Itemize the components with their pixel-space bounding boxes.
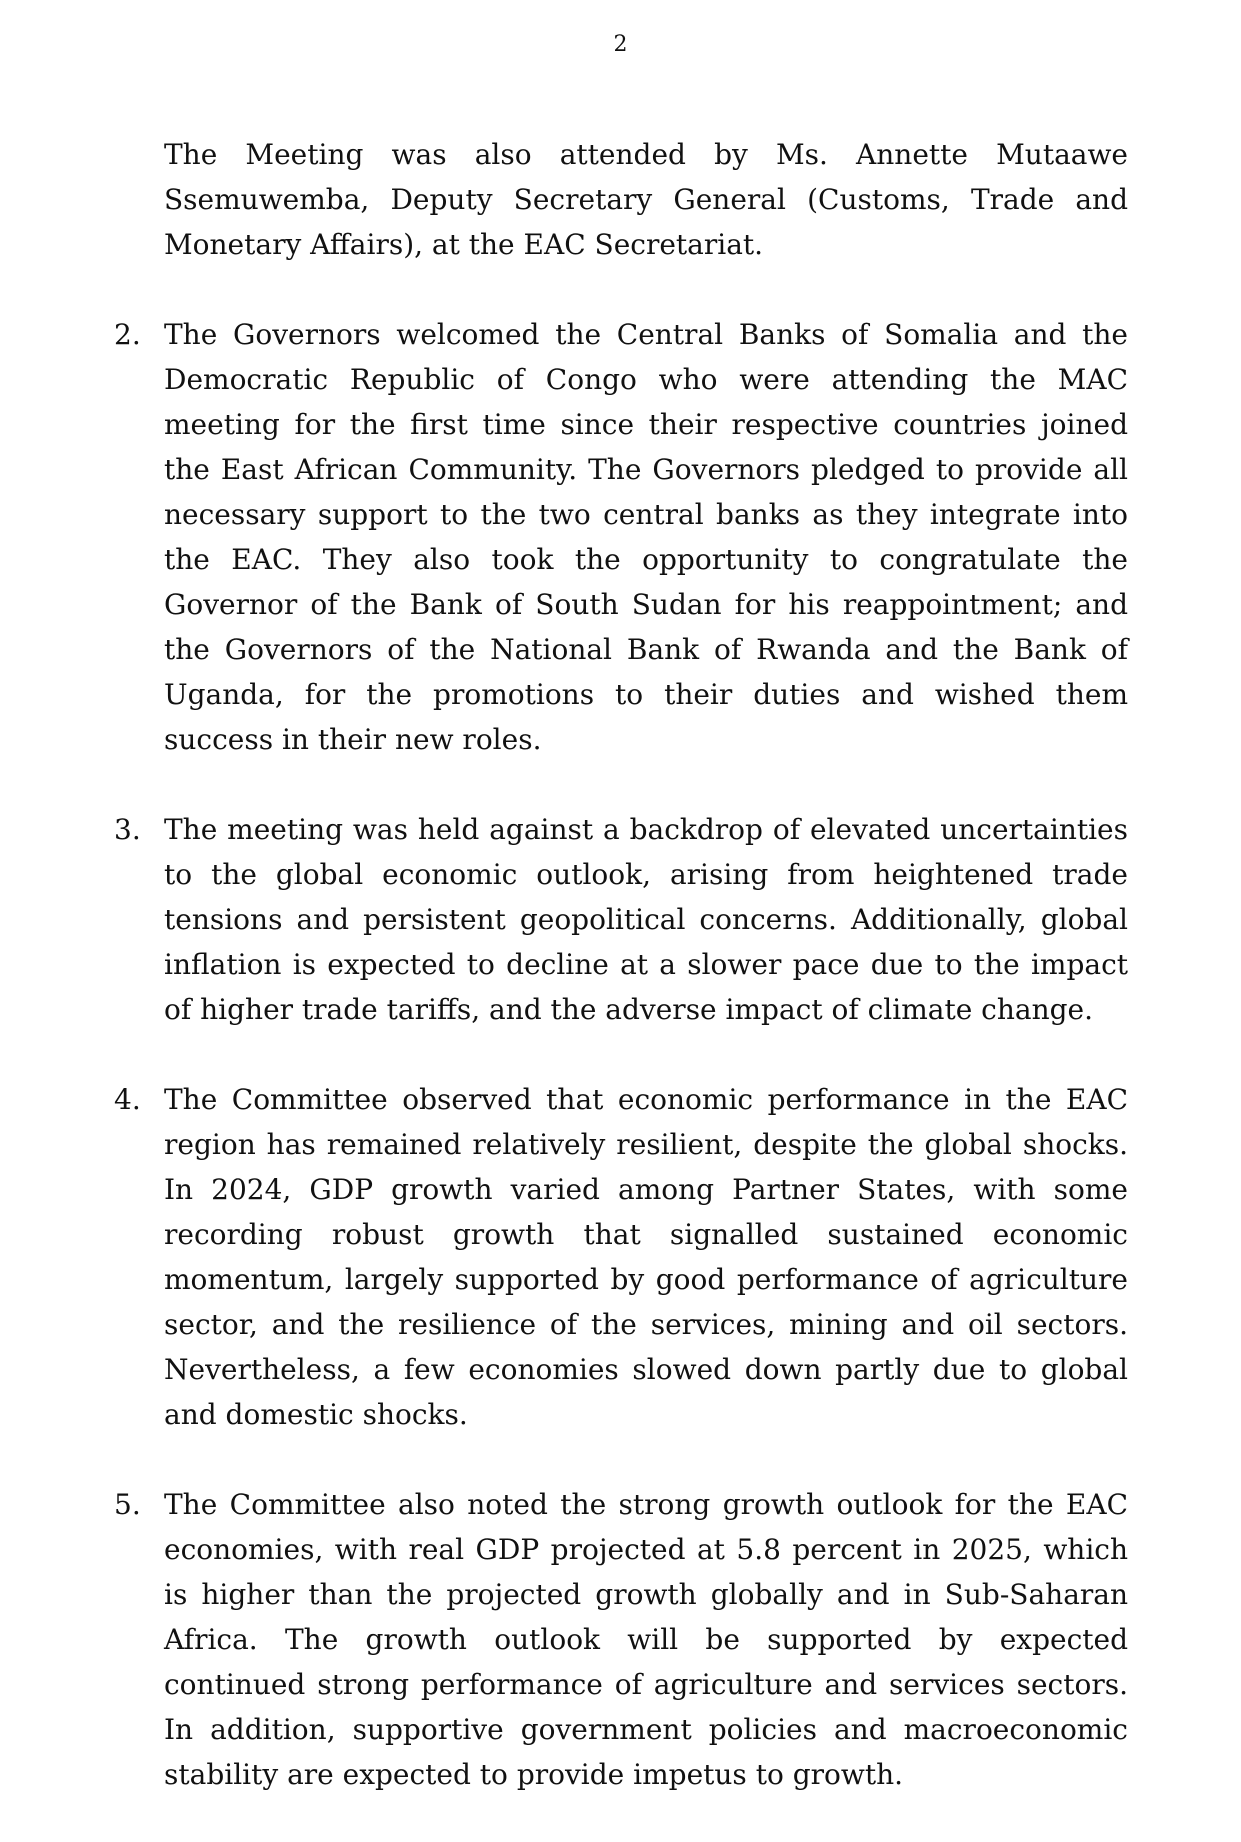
numbered-paragraph-4 <box>114 1077 1128 1437</box>
paragraph-number: 5. <box>114 1488 141 1521</box>
document-body <box>114 132 1128 1842</box>
numbered-paragraph-5 <box>114 1482 1128 1797</box>
paragraph-number: 2. <box>114 318 141 351</box>
paragraph-number: 4. <box>114 1083 141 1116</box>
paragraph-number: 3. <box>114 813 141 846</box>
paragraph-text: The meeting was held against a backdrop of elevated uncertainties to the global economic outlook, arising from heightened trade tensions and persistent geopolitical concerns. Additionally, global inflation is expected to decline at a slower pace due to the impact of higher trade tariffs, and the adverse impact of climate change. <box>164 813 1128 1026</box>
paragraph-text: The Governors welcomed the Central Banks of Somalia and the Democratic Republic of Congo who were attending the MAC meeting for the first time since their respective countries joined the East African Community. The Governors pledged to provide all necessary support to the two central banks as they integrate into the EAC. They also took the opportunity to congratulate the Governor of the Bank of South Sudan for his reappointment; and the Governors of the National Bank of Rwanda and the Bank of Uganda, for the promotions to their duties and wished them success in their new roles. <box>164 318 1128 756</box>
page-number: 2 <box>613 32 628 57</box>
paragraph-text: The Committee observed that economic performance in the EAC region has remained relatively resilient, despite the global shocks. In 2024, GDP growth varied among Partner States, with some recording robust growth that signalled sustained economic momentum, largely supported by good performance of agriculture sector, and the resilience of the services, mining and oil sectors. Nevertheless, a few economies slowed down partly due to global and domestic shocks. <box>164 1083 1128 1431</box>
numbered-paragraph-3 <box>114 807 1128 1032</box>
intro-paragraph: The Meeting was also attended by Ms. Annette Mutaawe Ssemuwemba, Deputy Secretary General (Customs, Trade and Monetary Affairs), at the EAC Secretariat. <box>164 138 1128 261</box>
numbered-paragraph-2 <box>114 312 1128 762</box>
paragraph-text: The Committee also noted the strong growth outlook for the EAC economies, with real GDP projected at 5.8 percent in 2025, which is higher than the projected growth globally and in Sub-Saharan Africa. The growth outlook will be supported by expected continued strong performance of agriculture and services sectors. In addition, supportive government policies and macroeconomic stability are expected to provide impetus to growth. <box>164 1488 1128 1791</box>
